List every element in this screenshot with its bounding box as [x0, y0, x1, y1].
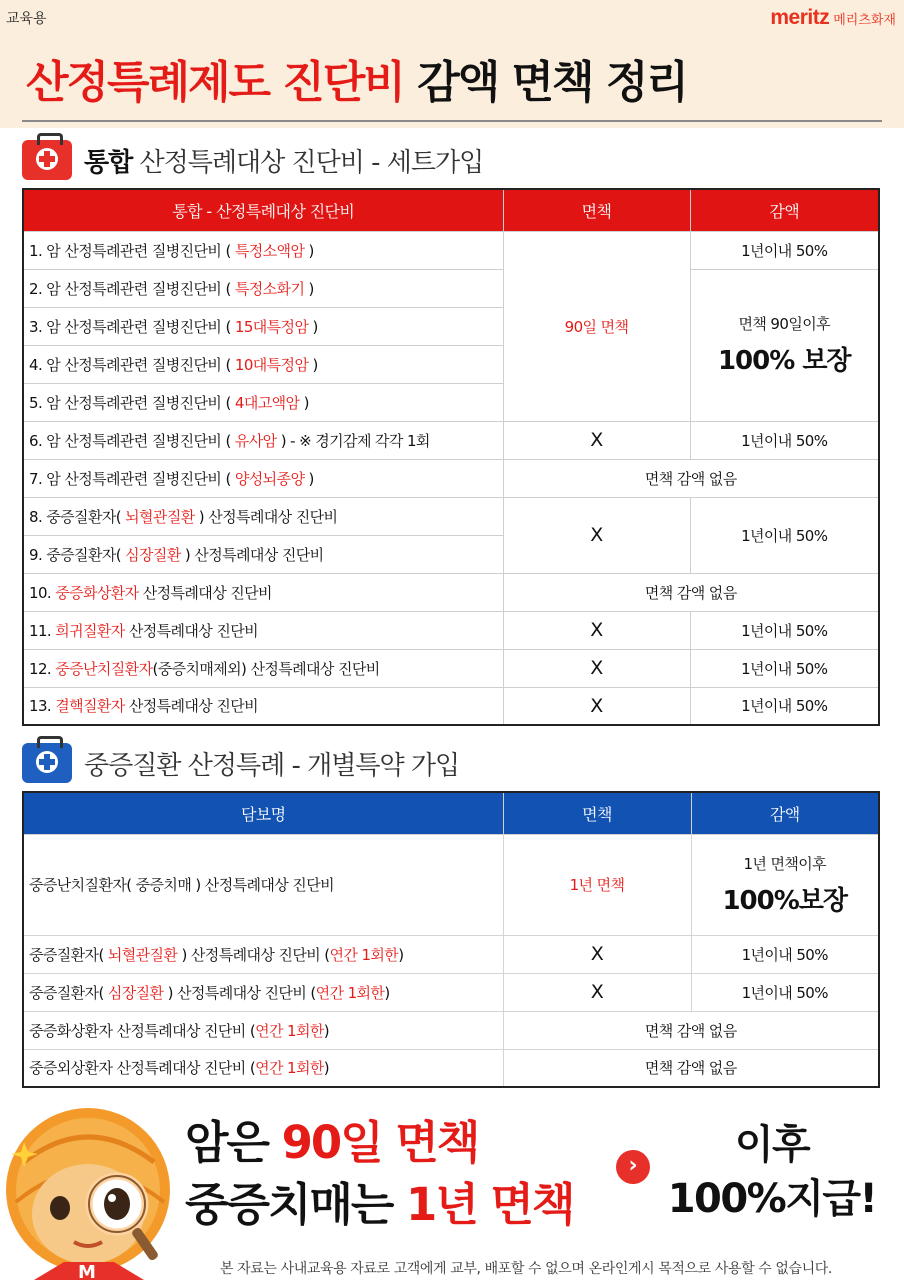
bottom-banner [0, 1094, 904, 1280]
none-cell: 면책 감액 없음 [503, 573, 879, 611]
full-coverage-cell: 1년 면책이후 100%보장 [691, 834, 879, 935]
first-aid-kit-icon [22, 743, 72, 783]
none-cell: 면책 감액 없음 [503, 1049, 879, 1087]
col-header-exempt: 면책 [503, 189, 690, 231]
exempt-cell: X [503, 421, 690, 459]
first-aid-kit-icon [22, 140, 72, 180]
section2-heading [22, 743, 459, 783]
exempt-1y-cell: 1년 면책 [503, 834, 691, 935]
table-row [23, 231, 879, 269]
title-black: 감액 면책 정리 [417, 57, 687, 108]
table-header-row [23, 792, 879, 834]
integrated-table [22, 188, 880, 726]
col-header-reduce: 감액 [691, 792, 879, 834]
item-cell: 4. 암 산정특례관련 질병진단비 ( 10대특정암 ) [23, 345, 503, 383]
reduce-cell: 1년이내 50% [690, 421, 879, 459]
item-cell: 8. 중증질환자( 뇌혈관질환 ) 산정특례대상 진단비 [23, 497, 503, 535]
exempt-cell: X [503, 649, 690, 687]
chevron-right-icon: › [616, 1150, 650, 1184]
exempt-90-cell: 90일 면책 [503, 231, 690, 421]
reduce-cell: 1년이내 50% [691, 935, 879, 973]
item-cell: 13. 결핵질환자 산정특례대상 진단비 [23, 687, 503, 725]
item-cell: 9. 중증질환자( 심장질환 ) 산정특례대상 진단비 [23, 535, 503, 573]
slogan [185, 1112, 573, 1236]
table-row [23, 421, 879, 459]
exempt-cell: X [503, 611, 690, 649]
reduce-cell: 1년이내 50% [690, 611, 879, 649]
none-cell: 면책 감액 없음 [503, 459, 879, 497]
item-cell: 중증질환자( 뇌혈관질환 ) 산정특례대상 진단비 (연간 1회한) [23, 935, 503, 973]
table-row [23, 834, 879, 935]
reduce-cell: 1년이내 50% [690, 231, 879, 269]
item-cell: 3. 암 산정특례관련 질병진단비 ( 15대특정암 ) [23, 307, 503, 345]
table-row [23, 459, 879, 497]
table-row [23, 573, 879, 611]
item-cell: 12. 중증난치질환자(중증치매제외) 산정특례대상 진단비 [23, 649, 503, 687]
col-header-exempt: 면책 [503, 792, 691, 834]
item-cell: 중증외상환자 산정특례대상 진단비 (연간 1회한) [23, 1049, 503, 1087]
section1-title: 통합 산정특례대상 진단비 - 세트가입 [84, 147, 484, 178]
reduce-cell: 1년이내 50% [690, 687, 879, 725]
after-payment-text: 이후 100%지급! [667, 1122, 877, 1222]
item-cell: 중증질환자( 심장질환 ) 산정특례대상 진단비 (연간 1회한) [23, 973, 503, 1011]
exempt-cell: X [503, 497, 690, 573]
section2-title: 중증질환 산정특례 - 개별특약 가입 [84, 750, 460, 781]
item-cell: 중증난치질환자( 중증치매 ) 산정특례대상 진단비 [23, 834, 503, 935]
table-header-row [23, 189, 879, 231]
disclaimer: 본 자료는 사내교육용 자료로 고객에게 교부, 배포할 수 없으며 온라인게시 목적으로 사용할 수 없습니다. [220, 1261, 832, 1277]
table-row [23, 269, 879, 307]
slogan-line2: 중증치매는 1년 면책 [185, 1178, 574, 1231]
table-row [23, 1049, 879, 1087]
individual-rider-table [22, 791, 880, 1088]
reduce-cell: 1년이내 50% [690, 497, 879, 573]
svg-text:M: M [78, 1262, 96, 1280]
edu-label: 교육용 [6, 11, 47, 27]
item-cell: 중증화상환자 산정특례대상 진단비 (연간 1회한) [23, 1011, 503, 1049]
table-row [23, 1011, 879, 1049]
table-row [23, 611, 879, 649]
title-divider [22, 120, 882, 122]
exempt-cell: X [503, 973, 691, 1011]
page-title [26, 46, 687, 110]
item-cell: 1. 암 산정특례관련 질병진단비 ( 특정소액암 ) [23, 231, 503, 269]
item-cell: 10. 중증화상환자 산정특례대상 진단비 [23, 573, 503, 611]
exempt-cell: X [503, 687, 690, 725]
item-cell: 11. 희귀질환자 산정특례대상 진단비 [23, 611, 503, 649]
item-cell: 6. 암 산정특례관련 질병진단비 ( 유사암 ) - ※ 경기감제 각각 1회 [23, 421, 503, 459]
section1-heading [22, 140, 483, 180]
title-red: 산정특례제도 진단비 [26, 57, 404, 108]
full-coverage-cell: 면책 90일이후 100% 보장 [690, 269, 879, 421]
exempt-cell: X [503, 935, 691, 973]
none-cell: 면책 감액 없음 [503, 1011, 879, 1049]
slogan-line1: 암은 90일 면책 [185, 1116, 479, 1169]
col-header-item: 통합 - 산정특례대상 진단비 [23, 189, 503, 231]
table-row [23, 935, 879, 973]
table-row [23, 497, 879, 535]
reduce-cell: 1년이내 50% [690, 649, 879, 687]
item-cell: 5. 암 산정특례관련 질병진단비 ( 4대고액암 ) [23, 383, 503, 421]
brand [770, 6, 896, 30]
header-banner [0, 0, 904, 128]
brand-logo: meritz [770, 6, 830, 29]
reduce-cell: 1년이내 50% [691, 973, 879, 1011]
item-cell: 2. 암 산정특례관련 질병진단비 ( 특정소화기 ) [23, 269, 503, 307]
table-row [23, 649, 879, 687]
col-header-reduce: 감액 [690, 189, 879, 231]
table-row [23, 687, 879, 725]
brand-name: 메리츠화재 [833, 13, 896, 28]
mascot-lion-magnifier-icon [4, 1102, 184, 1280]
col-header-item: 담보명 [23, 792, 503, 834]
table-row [23, 973, 879, 1011]
item-cell: 7. 암 산정특례관련 질병진단비 ( 양성뇌종양 ) [23, 459, 503, 497]
